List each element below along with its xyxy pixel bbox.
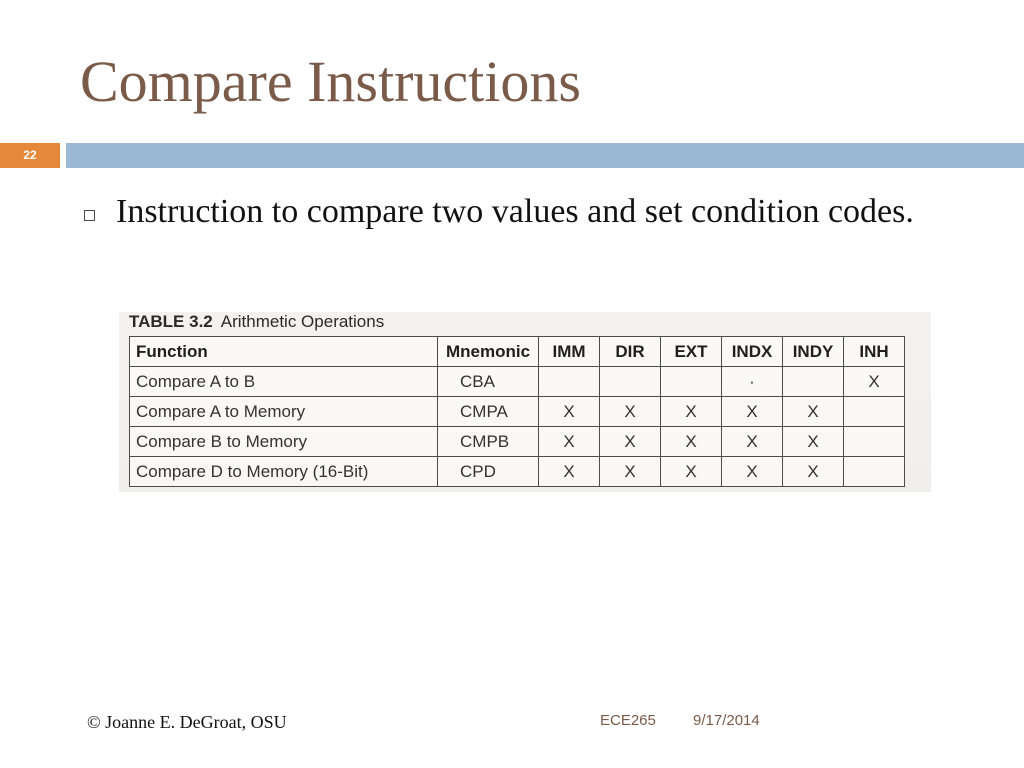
cell-dir: X [600, 457, 661, 487]
cell-ext: X [661, 457, 722, 487]
cell-mnemonic: CBA [438, 367, 539, 397]
table-caption-number: TABLE 3.2 [129, 312, 213, 331]
square-bullet-icon [84, 210, 95, 221]
scanned-table-image [119, 312, 931, 492]
cell-inh [844, 427, 905, 457]
cell-function: Compare A to Memory [130, 397, 438, 427]
footer-date: 9/17/2014 [693, 712, 760, 729]
cell-mnemonic: CMPA [438, 397, 539, 427]
cell-function: Compare D to Memory (16-Bit) [130, 457, 438, 487]
header-dir: DIR [600, 337, 661, 367]
bullet-text: Instruction to compare two values and set condition codes. [116, 193, 914, 230]
cell-imm: X [539, 397, 600, 427]
header-mnemonic: Mnemonic [438, 337, 539, 367]
cell-indy: X [783, 457, 844, 487]
cell-indy: X [783, 427, 844, 457]
table-row [130, 367, 905, 397]
table-row [130, 427, 905, 457]
cell-indx: · [722, 367, 783, 397]
table-row [130, 397, 905, 427]
cell-mnemonic: CMPB [438, 427, 539, 457]
slide-title: Compare Instructions [80, 49, 581, 114]
cell-indy: X [783, 397, 844, 427]
cell-ext [661, 367, 722, 397]
header-bar [66, 143, 1024, 168]
header-imm: IMM [539, 337, 600, 367]
cell-dir: X [600, 397, 661, 427]
table-caption [129, 312, 384, 332]
cell-function: Compare A to B [130, 367, 438, 397]
table-row [130, 457, 905, 487]
cell-dir: X [600, 427, 661, 457]
header-ext: EXT [661, 337, 722, 367]
cell-indx: X [722, 457, 783, 487]
header-function: Function [130, 337, 438, 367]
cell-imm: X [539, 457, 600, 487]
cell-indx: X [722, 397, 783, 427]
slide-number: 22 [0, 143, 60, 168]
header-indx: INDX [722, 337, 783, 367]
cell-indy [783, 367, 844, 397]
footer-author: © Joanne E. DeGroat, OSU [87, 712, 287, 732]
cell-function: Compare B to Memory [130, 427, 438, 457]
cell-inh [844, 397, 905, 427]
cell-imm: X [539, 427, 600, 457]
header-inh: INH [844, 337, 905, 367]
cell-mnemonic: CPD [438, 457, 539, 487]
arithmetic-operations-table [129, 336, 905, 487]
table-header-row [130, 337, 905, 367]
cell-ext: X [661, 397, 722, 427]
cell-dir [600, 367, 661, 397]
cell-ext: X [661, 427, 722, 457]
cell-indx: X [722, 427, 783, 457]
cell-imm [539, 367, 600, 397]
cell-inh [844, 457, 905, 487]
header-indy: INDY [783, 337, 844, 367]
footer-course: ECE265 [600, 712, 656, 729]
table-caption-text: Arithmetic Operations [220, 312, 385, 331]
cell-inh: X [844, 367, 905, 397]
